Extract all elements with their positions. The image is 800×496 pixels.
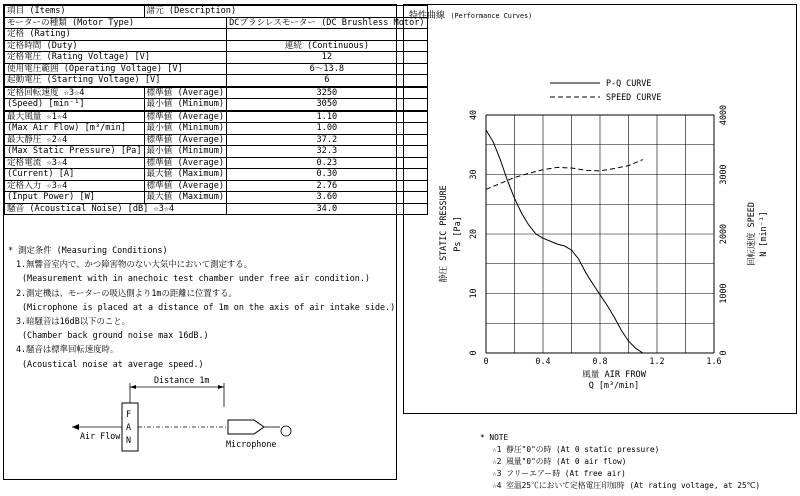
microphone-icon <box>228 420 264 434</box>
measurement-diagram <box>44 365 384 475</box>
y-left-tick-label: 40 <box>468 109 478 121</box>
chart-legend <box>550 78 661 102</box>
pressure-average-value: 37.2 <box>227 134 428 146</box>
table-row <box>5 6 428 18</box>
distance-label: Distance 1m <box>154 375 210 385</box>
operating-voltage-value: 6～13.8 <box>227 63 428 75</box>
speed-label-en: (Speed) [min⁻¹] <box>5 99 145 111</box>
x-tick-label: 0.4 <box>535 356 551 366</box>
table-row <box>5 40 428 52</box>
current-label-en: (Current) [A] <box>5 169 145 181</box>
condition-line: (Microphone is placed at a distance of 1m on the axis of air intake side.) <box>22 301 396 312</box>
perf-title-jp: 特性曲線 <box>409 11 446 21</box>
rating-voltage-label: 定格電圧 (Rating Voltage) [V] <box>5 52 227 64</box>
table-row <box>5 111 428 123</box>
table-row <box>5 169 428 181</box>
speed-type-average: 標準値 (Average) <box>144 87 227 99</box>
duty-value: 連続 (Continuous) <box>227 40 428 52</box>
table-row <box>5 180 428 192</box>
current-maximum-value: 0.30 <box>227 169 428 181</box>
power-type-maximum: 最大値 (Maximum) <box>144 192 227 204</box>
noise-value: 34.0 <box>227 203 428 215</box>
airflow-label: 最大風量 ☆1☆4 <box>5 111 145 123</box>
mic-cable-coil <box>281 426 291 436</box>
footnote-item: ☆1 静圧"0"の時 (At 0 static pressure) <box>492 445 660 454</box>
arrow-left-icon <box>130 385 136 389</box>
footnotes <box>480 432 760 492</box>
airflow-minimum-value: 1.00 <box>227 123 428 135</box>
speed-minimum-value: 3050 <box>227 99 428 111</box>
starting-voltage-value: 6 <box>227 75 428 87</box>
table-row <box>5 134 428 146</box>
legend-label: P-Q CURVE <box>606 78 652 88</box>
performance-panel <box>403 4 797 414</box>
rating-label: 定格 (Rating) <box>5 29 227 41</box>
airflow-average-value: 1.10 <box>227 111 428 123</box>
power-type-average: 標準値 (Average) <box>144 180 227 192</box>
arrow-right-icon <box>218 385 224 389</box>
rating-empty <box>227 29 428 41</box>
performance-chart <box>404 5 796 413</box>
y-right-tick-label: 3000 <box>718 164 728 185</box>
y-right-tick-label: 1000 <box>718 283 728 304</box>
condition-line: 1.無響音室内で、かつ障害物のない大気中において測定する。 <box>16 259 253 270</box>
motor-type-label: モーターの種類 (Motor Type) <box>5 17 227 29</box>
air-flow-arrow-icon <box>72 424 79 430</box>
fan-letter: F <box>126 409 132 419</box>
noise-label: 騒音 (Acoustical Noise) [dB] ☆3☆4 <box>5 203 227 215</box>
current-type-maximum: 最大値 (Maximum) <box>144 169 227 181</box>
conditions-title: * 測定条件 (Measuring Conditions) <box>8 245 168 255</box>
table-row <box>5 203 428 215</box>
table-row <box>5 99 428 111</box>
x-tick-label: 1.2 <box>649 356 665 366</box>
pq-curve-line <box>486 130 643 353</box>
y-right-tick-label: 4000 <box>718 104 728 126</box>
y-right-tick-label: 2000 <box>718 223 728 245</box>
condition-line: (Measurement with in anechoic test chamber under free air condition.) <box>22 273 370 284</box>
x-axis-title: 風量 AIR FROW <box>582 370 646 380</box>
legend-label: SPEED CURVE <box>606 92 662 102</box>
chart-grid <box>486 115 714 353</box>
header-item: 項目 (Items) <box>5 6 145 18</box>
airflow-label-en: (Max Air Flow) [m³/min] <box>5 123 145 135</box>
footnote-title: * NOTE <box>480 433 509 442</box>
chart-ticks <box>468 105 728 366</box>
header-description: 諸元 (Description) <box>144 6 427 18</box>
power-label: 定格入力 ☆3☆4 <box>5 180 145 192</box>
pressure-minimum-value: 32.3 <box>227 146 428 158</box>
y-right-axis-unit: N [min⁻¹] <box>758 211 768 257</box>
x-tick-label: 1.6 <box>706 356 722 366</box>
power-maximum-value: 3.60 <box>227 192 428 204</box>
y-left-axis-title: 静圧 STATIC PRESSURE <box>438 185 448 283</box>
table-row <box>5 63 428 75</box>
x-tick-label: 0.8 <box>592 356 608 366</box>
table-row <box>5 17 428 29</box>
condition-line: 3.暗騒音は16dB以下のこと。 <box>16 316 131 327</box>
footnote-item: ☆2 風量"0"の時 (At 0 air flow) <box>492 457 627 466</box>
specification-panel <box>3 4 425 480</box>
pressure-label-en: (Max Static Pressure) [Pa] <box>5 146 145 158</box>
current-label: 定格電流 ☆3☆4 <box>5 157 145 169</box>
airflow-type-average: 標準値 (Average) <box>144 111 227 123</box>
speed-average-value: 3250 <box>227 87 428 99</box>
table-row <box>5 52 428 64</box>
table-row <box>5 29 428 41</box>
table-row <box>5 157 428 169</box>
y-left-tick-label: 20 <box>468 228 478 240</box>
microphone-label: Microphone <box>226 439 277 449</box>
footnote-item: ☆3 フリーエアー時 (At free air) <box>492 469 626 478</box>
fan-letter: A <box>126 422 132 432</box>
fan-letter: N <box>126 435 132 445</box>
speed-label: 定格回転速度 ☆3☆4 <box>5 87 145 99</box>
y-left-tick-label: 30 <box>468 169 478 180</box>
condition-line: (Chamber back ground noise max 16dB.) <box>22 330 209 341</box>
table-row <box>5 123 428 135</box>
table-row <box>5 192 428 204</box>
condition-line: 2.測定機は、モーターの吸込側より1mの距離に位置する。 <box>16 287 237 298</box>
spec-table <box>4 5 428 215</box>
y-left-tick-label: 10 <box>468 288 478 299</box>
y-right-axis-title: 回転速度 SPEED <box>746 202 756 266</box>
table-row <box>5 87 428 99</box>
current-type-average: 標準値 (Average) <box>144 157 227 169</box>
perf-title-en: (Performance Curves) <box>450 12 533 20</box>
table-row <box>5 75 428 87</box>
y-right-tick-label: 0 <box>718 350 728 356</box>
y-left-axis-unit: Ps [Pa] <box>452 216 462 252</box>
starting-voltage-label: 起動電圧 (Starting Voltage) [V] <box>5 75 227 87</box>
footnote-item: ☆4 室温25℃において定格電圧印加時 (At rating voltage, at 25℃) <box>492 481 761 490</box>
x-axis-unit: Q [m³/min] <box>588 380 640 390</box>
operating-voltage-label: 使用電圧範囲 (Operating Voltage) [V] <box>5 63 227 75</box>
table-row <box>5 146 428 158</box>
power-average-value: 2.76 <box>227 180 428 192</box>
measuring-conditions <box>8 243 395 371</box>
air-flow-label: Air Flow <box>80 431 121 441</box>
pressure-label: 最大静圧 ☆2☆4 <box>5 134 145 146</box>
rating-voltage-value: 12 <box>227 52 428 64</box>
pressure-type-minimum: 最小値 (Minimum) <box>144 146 227 158</box>
speed-type-minimum: 最小値 (Minimum) <box>144 99 227 111</box>
current-average-value: 0.23 <box>227 157 428 169</box>
duty-label: 定格時間 (Duty) <box>5 40 227 52</box>
power-label-en: (Input Power) [W] <box>5 192 145 204</box>
condition-line: (Acoustical noise at average speed.) <box>22 358 204 369</box>
y-left-tick-label: 0 <box>468 350 478 356</box>
motor-type-value: DCブラシレスモーター (DC Brushless Motor) <box>227 17 428 29</box>
airflow-type-minimum: 最小値 (Minimum) <box>144 123 227 135</box>
chart-series <box>486 130 643 353</box>
condition-line: 4.騒音は標準回転速度時。 <box>16 344 119 355</box>
pressure-type-average: 標準値 (Average) <box>144 134 227 146</box>
x-tick-label: 0 <box>483 356 489 366</box>
